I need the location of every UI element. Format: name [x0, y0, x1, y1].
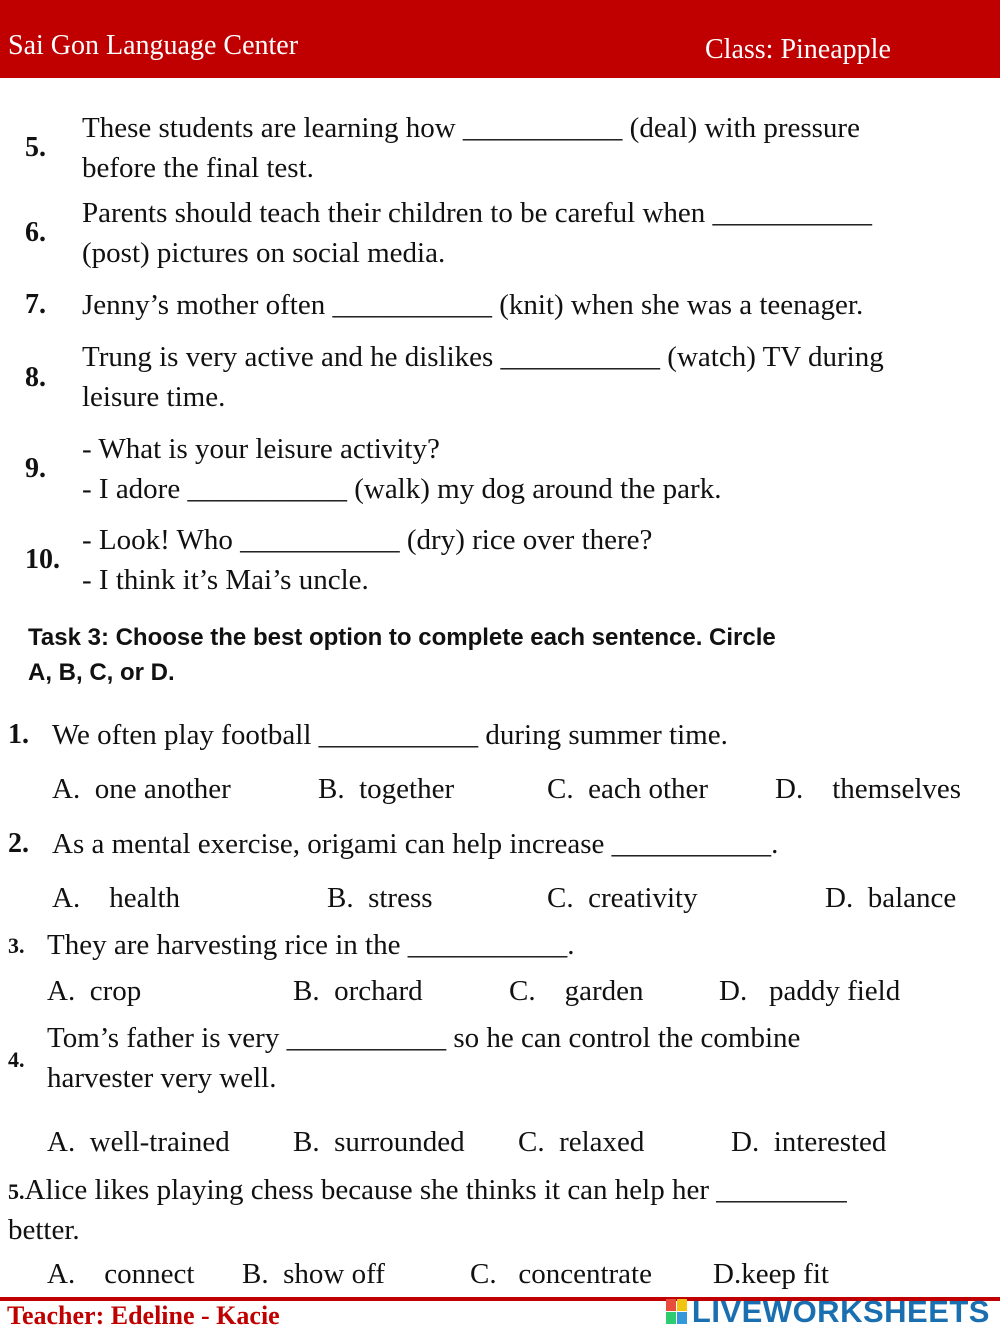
option-text: interested [773, 1126, 887, 1158]
sentence-line: leisure time. [82, 381, 226, 413]
sentence-line: - I adore ___________ (walk) my dog around the park. [82, 473, 722, 505]
option-text: show off [283, 1258, 385, 1290]
liveworksheets-logo[interactable] [666, 1294, 990, 1330]
sentence-line: - What is your leisure activity? [82, 433, 440, 465]
option-text: connect [104, 1258, 195, 1290]
question-text: As a mental exercise, origami can help increase ___________. [52, 828, 779, 860]
option-c[interactable] [470, 1258, 652, 1291]
option-text: paddy field [768, 975, 901, 1007]
option-b[interactable] [242, 1258, 385, 1291]
option-letter: D. [719, 975, 748, 1007]
option-letter: A. [52, 882, 81, 914]
option-b[interactable] [293, 975, 423, 1008]
option-a[interactable] [52, 882, 180, 915]
question-text: We often play football ___________ during summer time. [52, 719, 728, 751]
option-d[interactable] [713, 1258, 829, 1291]
question-number: 3. [8, 933, 25, 958]
option-letter: D. [825, 882, 854, 914]
option-d[interactable] [719, 975, 900, 1008]
option-text: relaxed [559, 1126, 645, 1158]
option-letter: B. [293, 975, 320, 1007]
item-number: 8. [25, 362, 46, 393]
option-text: each other [588, 773, 709, 805]
teacher-name: Teacher: Edeline - Kacie [7, 1301, 280, 1330]
class-name: Class: Pineapple [705, 34, 891, 65]
option-text: together [359, 773, 455, 805]
question-number: 1. [8, 719, 29, 750]
liveworksheets-text: LIVEWORKSHEETS [691, 1294, 990, 1329]
option-letter: B. [318, 773, 345, 805]
option-b[interactable] [318, 773, 454, 806]
option-c[interactable] [547, 773, 708, 806]
option-letter: C. [547, 882, 574, 914]
question-text [8, 1170, 847, 1210]
option-text: concentrate [518, 1258, 652, 1290]
option-letter: B. [293, 1126, 320, 1158]
item-number: 10. [25, 544, 60, 575]
question-text: better. [8, 1214, 80, 1246]
sentence-line: before the final test. [82, 152, 314, 184]
item-number: 5. [25, 132, 46, 163]
sentence-line: (post) pictures on social media. [82, 237, 446, 269]
option-letter: C. [509, 975, 536, 1007]
option-a[interactable] [52, 773, 231, 806]
item-number: 6. [25, 217, 46, 248]
option-text: garden [564, 975, 644, 1007]
sentence-line: These students are learning how ___________ (deal) with pressure [82, 112, 860, 144]
option-c[interactable] [518, 1126, 644, 1159]
option-letter: D.keep fit [713, 1258, 829, 1290]
option-d[interactable] [731, 1126, 886, 1159]
header-bar [0, 0, 1000, 78]
option-text: well-trained [89, 1126, 230, 1158]
option-letter: C. [518, 1126, 545, 1158]
sentence-line: - Look! Who ___________ (dry) rice over there? [82, 524, 653, 556]
option-text: creativity [588, 882, 698, 914]
sentence-line: Parents should teach their children to be careful when ___________ [82, 197, 873, 229]
school-name: Sai Gon Language Center [8, 30, 299, 61]
question-text: Tom’s father is very ___________ so he can control the combine [47, 1022, 801, 1054]
question-number: 5. [8, 1179, 25, 1204]
sentence-line: Trung is very active and he dislikes ___________ (watch) TV during [82, 341, 884, 373]
option-text: orchard [334, 975, 423, 1007]
task3-heading: A, B, C, or D. [28, 659, 175, 686]
option-text: crop [89, 975, 142, 1007]
option-text: balance [867, 882, 957, 914]
option-a[interactable] [47, 975, 141, 1008]
option-d[interactable] [825, 882, 956, 915]
option-a[interactable] [47, 1258, 194, 1291]
option-d[interactable] [775, 773, 961, 806]
option-letter: A. [47, 975, 76, 1007]
option-letter: B. [242, 1258, 269, 1290]
option-c[interactable] [509, 975, 644, 1008]
sentence-line: - I think it’s Mai’s uncle. [82, 564, 369, 596]
option-text: themselves [832, 773, 962, 805]
item-number: 9. [25, 453, 46, 484]
option-letter: D. [731, 1126, 760, 1158]
option-a[interactable] [47, 1126, 230, 1159]
option-letter: B. [327, 882, 354, 914]
task3-heading: Task 3: Choose the best option to complete each sentence. Circle [28, 624, 776, 651]
option-letter: A. [47, 1126, 76, 1158]
question-text: They are harvesting rice in the ___________. [47, 929, 575, 961]
item-number: 7. [25, 289, 46, 320]
option-letter: C. [470, 1258, 497, 1290]
question-text: harvester very well. [47, 1062, 277, 1094]
option-letter: A. [52, 773, 81, 805]
question-number: 4. [8, 1047, 25, 1072]
question-line: Alice likes playing chess because she thinks it can help her _________ [24, 1174, 847, 1206]
option-b[interactable] [293, 1126, 465, 1159]
option-letter: D. [775, 773, 804, 805]
option-letter: A. [47, 1258, 76, 1290]
option-b[interactable] [327, 882, 433, 915]
option-text: surrounded [334, 1126, 465, 1158]
liveworksheets-icon [666, 1299, 688, 1325]
option-text: health [109, 882, 181, 914]
sentence-line: Jenny’s mother often ___________ (knit) when she was a teenager. [82, 289, 864, 321]
option-text: one another [94, 773, 231, 805]
option-letter: C. [547, 773, 574, 805]
question-number: 2. [8, 828, 29, 859]
option-c[interactable] [547, 882, 698, 915]
option-text: stress [368, 882, 433, 914]
